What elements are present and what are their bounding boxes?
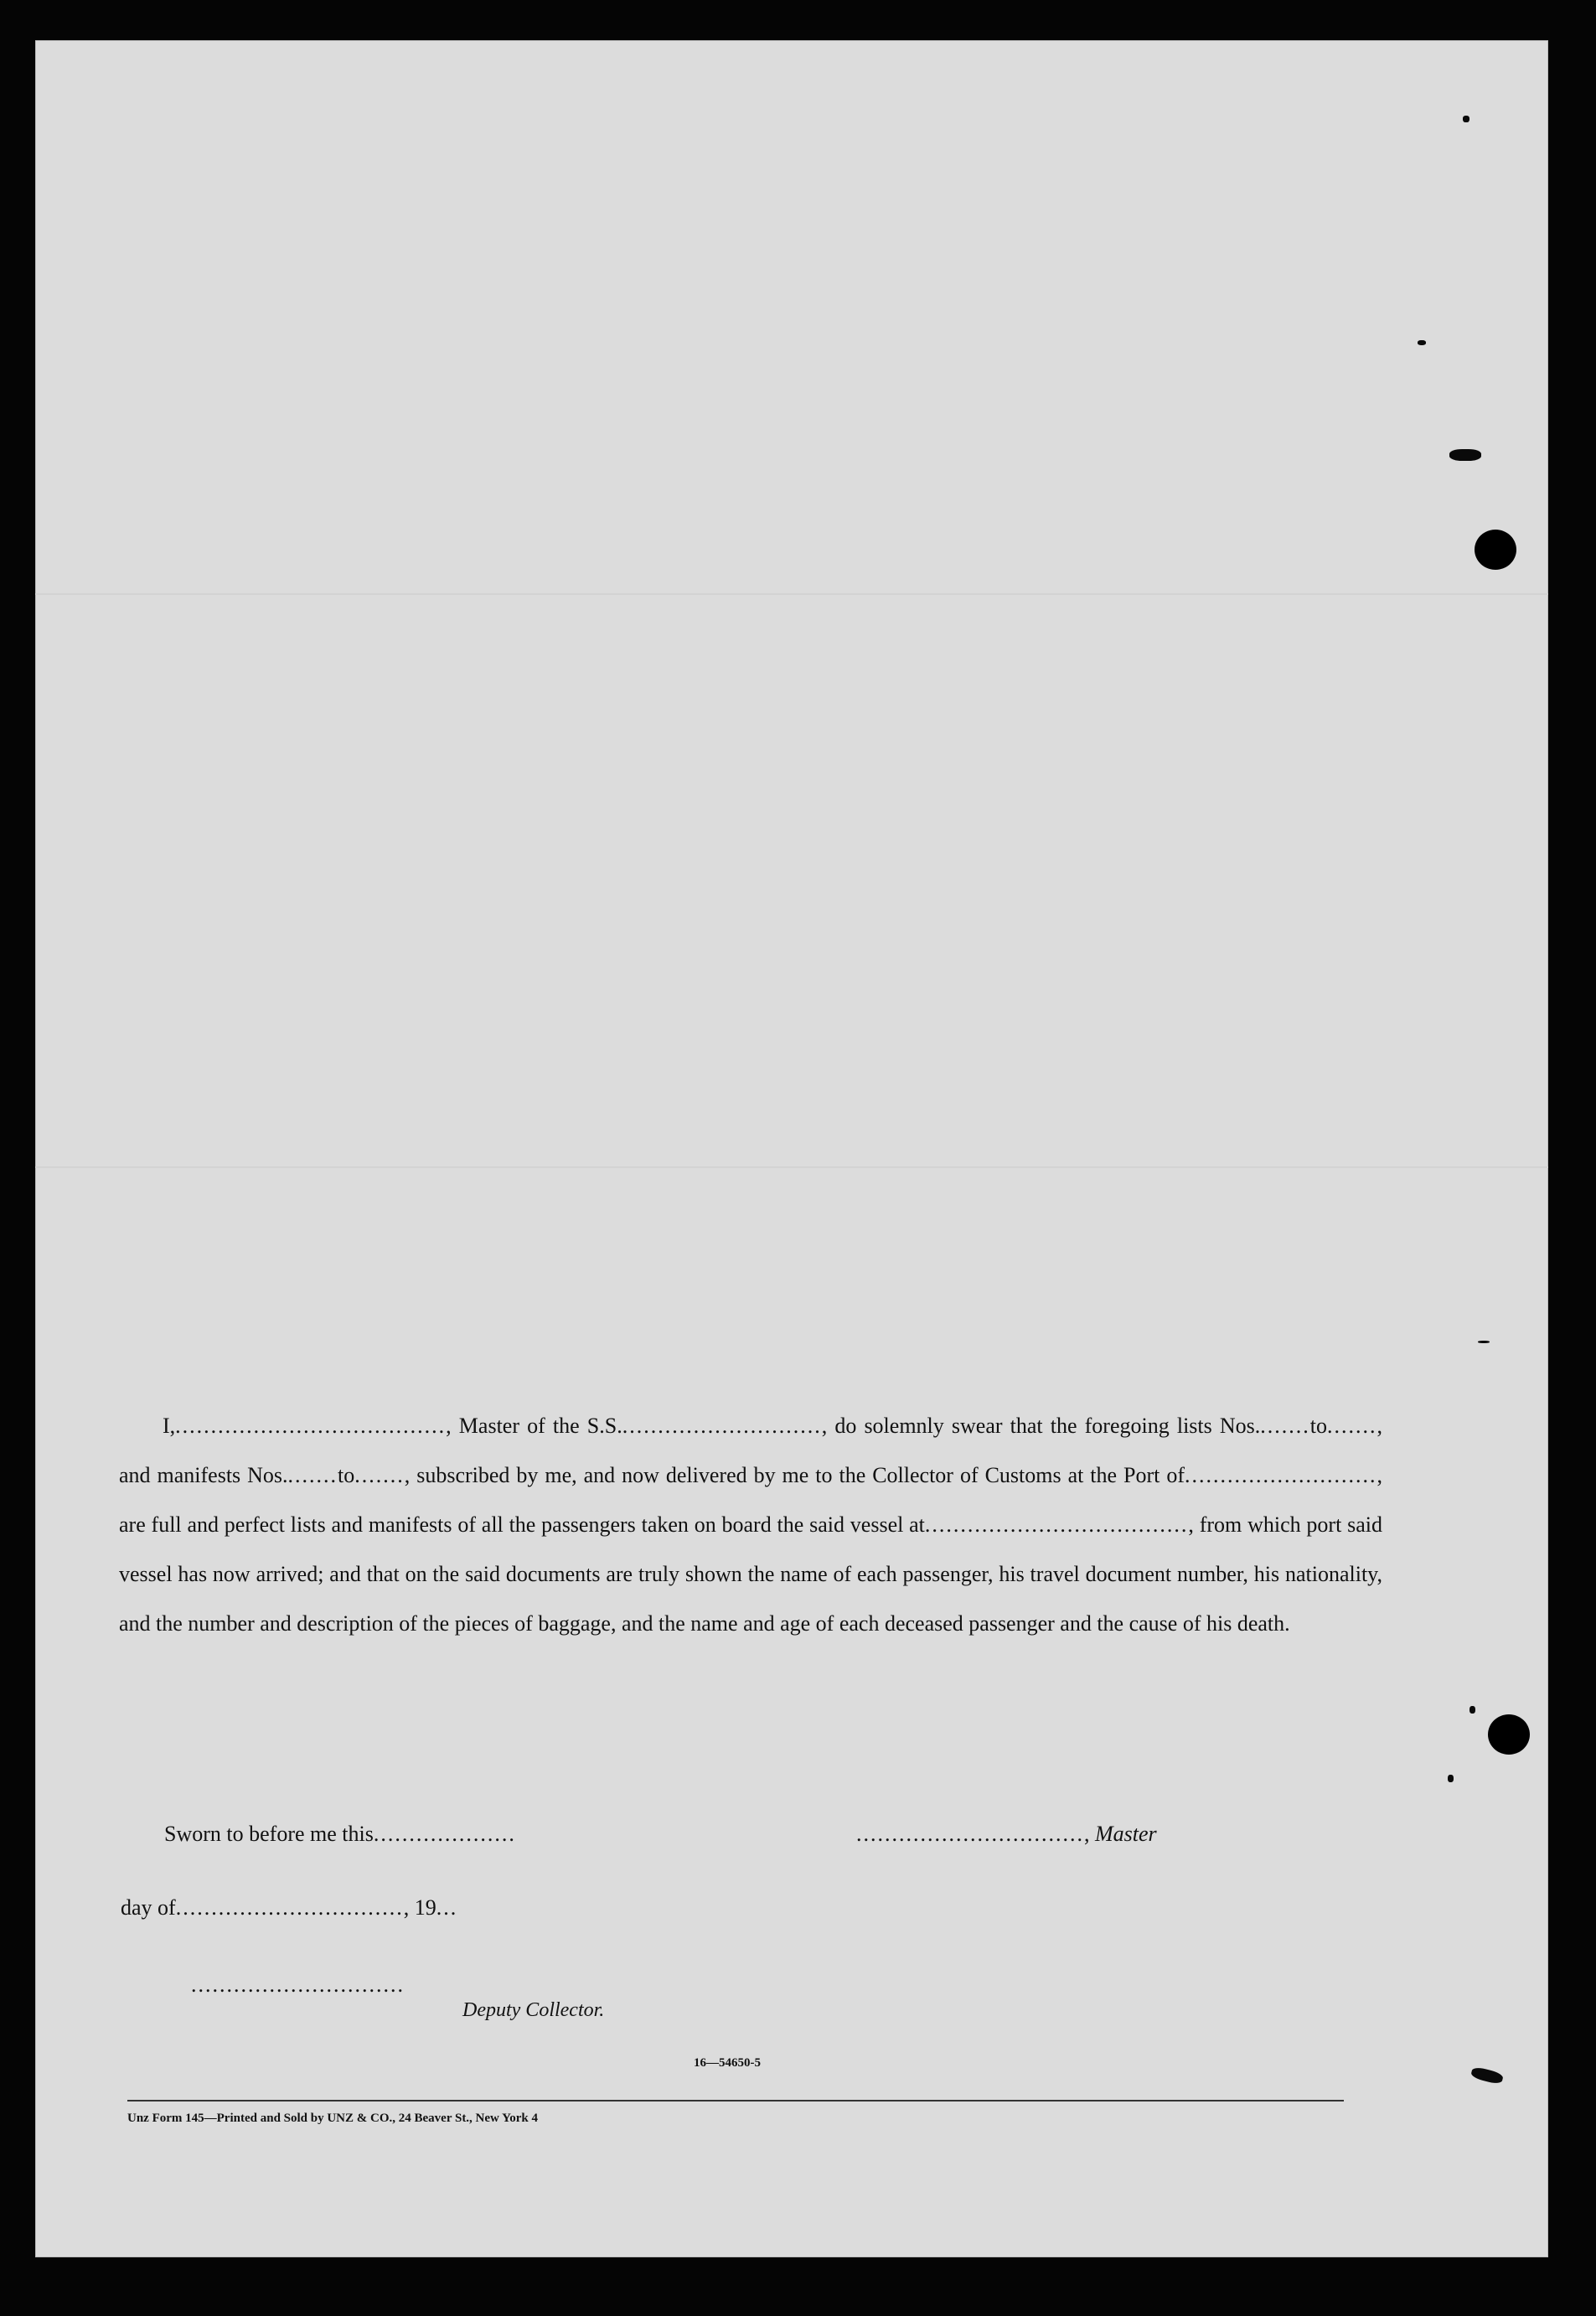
oath-text: , subscribed by me, and now xyxy=(404,1463,659,1487)
blank-manifest-to: ....... xyxy=(354,1463,405,1487)
oath-text: , are full and perfect lists and xyxy=(119,1463,1383,1537)
deputy-collector-label: Deputy Collector. xyxy=(462,1999,605,2021)
sworn-label: Sworn to before me this xyxy=(164,1822,374,1846)
blank-departure-port: ..................................... xyxy=(924,1512,1189,1537)
oath-text: , from which xyxy=(1188,1512,1301,1537)
printer-imprint: Unz Form 145—Printed and Sold by UNZ & CO., 24 Beaver St., New York 4 xyxy=(127,2112,538,2125)
blank-deputy-signature: .............................. xyxy=(191,1972,405,1997)
sworn-line xyxy=(164,1822,516,1847)
blank-day-month: ................................ xyxy=(175,1895,404,1920)
oath-text: manifests of all the passengers taken on board the said vessel at xyxy=(368,1512,925,1537)
oath-text: document number, his nationality, and the number and description of the pieces of baggage, and the name and age of xyxy=(119,1562,1382,1636)
oath-text: , Master of the S.S. xyxy=(446,1414,622,1438)
oath-text: I, xyxy=(163,1414,176,1438)
document-sheet xyxy=(35,40,1548,2257)
day-line xyxy=(121,1895,457,1921)
ink-speck xyxy=(1469,1706,1475,1714)
form-number: 16—54650-5 xyxy=(694,2056,761,2070)
ink-speck xyxy=(1418,340,1426,345)
oath-text: delivered by me to the Collector of Customs at the Port of xyxy=(665,1463,1185,1487)
year-prefix: , 19 xyxy=(403,1895,436,1920)
deputy-signature-line xyxy=(191,1972,405,1998)
master-signature-line: ................................, Master xyxy=(856,1822,1157,1846)
ink-speck xyxy=(1449,449,1481,461)
day-label: day of xyxy=(121,1895,176,1920)
oath-paragraph xyxy=(119,1401,1382,1648)
ink-speck xyxy=(1478,1341,1490,1343)
oath-text: swear that the foregoing lists Nos. xyxy=(951,1414,1261,1438)
blank-year: ... xyxy=(436,1895,458,1920)
ink-speck xyxy=(1463,116,1469,122)
oath-text: to xyxy=(338,1463,355,1487)
oath-text: , do solemnly xyxy=(821,1414,944,1438)
footer-rule xyxy=(127,2100,1344,2101)
blank-sworn-date: .................... xyxy=(373,1822,516,1846)
oath-text: , and manifests Nos. xyxy=(119,1414,1383,1487)
blank-master-signature: ................................ xyxy=(856,1822,1084,1846)
master-label: Master xyxy=(1095,1822,1157,1846)
blank-port: ........................... xyxy=(1185,1463,1377,1487)
oath-text: to xyxy=(1309,1414,1328,1438)
oath-text: each deceased passenger and the cause of his death. xyxy=(839,1611,1290,1636)
oath-text: port said vessel has now arrived; and that on the said documents are truly shown the name of each passenger, his travel xyxy=(119,1512,1382,1586)
blank-vessel-name: ............................ xyxy=(622,1414,822,1438)
punch-hole xyxy=(1488,1714,1530,1755)
fold-line xyxy=(35,1166,1548,1168)
fold-line xyxy=(35,593,1548,595)
blank-list-to: ....... xyxy=(1327,1414,1377,1438)
blank-manifest-from: ....... xyxy=(287,1463,338,1487)
ink-speck xyxy=(1448,1775,1454,1782)
blank-master-name: ...................................... xyxy=(175,1414,447,1438)
punch-hole xyxy=(1475,530,1516,570)
blank-list-from: ....... xyxy=(1260,1414,1310,1438)
